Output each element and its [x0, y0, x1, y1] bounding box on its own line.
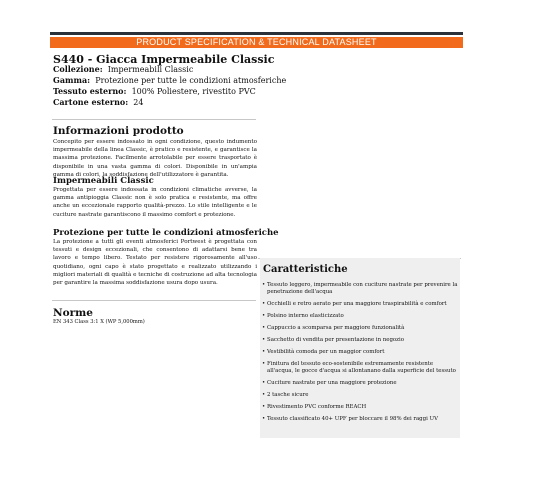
product-spec-list: [53, 64, 286, 108]
spec-value: Protezione per tutte le condizioni atmosferiche: [95, 76, 287, 85]
feature-item: • Rivestimento PVC conforme REACH: [262, 404, 367, 410]
info-heading: Informazioni prodotto: [53, 125, 184, 137]
spec-row-outer-carton: [53, 97, 286, 108]
spec-row-collection: [53, 64, 286, 75]
features-list: [260, 282, 458, 428]
features-heading: Caratteristiche: [263, 264, 348, 275]
spec-label: Cartone esterno:: [53, 97, 129, 107]
header-top-line: [50, 32, 463, 35]
info-text: Concepito per essere indossato in ogni condizione, questo indumento impermeabile della linea Classic, è pratico e resistente, e garantisce la massima protezione. Facilmente arrotolabile per essere trasportato è disponibile in una vasta gamma di colori. Disponibile in un'ampia gamma di colori, la soddisfazione dell'utilizzatore è garantita.: [53, 139, 257, 178]
bullet-icon: •: [262, 361, 266, 367]
bullet-icon: •: [262, 380, 266, 386]
feature-item: • Polsino interno elasticizzato: [262, 313, 344, 319]
spec-value: 100% Poliestere, rivestito PVC: [131, 87, 256, 96]
bullet-icon: •: [262, 313, 266, 319]
waterproof-text: Progettata per essere indossata in condizioni climatiche avverse, la gamma antipioggia Classic non è solo pratica e resistente, ma offre anche un eccezionale rapporto qualità-prezzo. Lo stile intelligente e le cuciture nastrate garantiscono il massimo comfort e protezione.: [53, 187, 257, 218]
bullet-icon: •: [262, 392, 266, 398]
feature-item: • Cappuccio a scomparsa per maggiore funzionalità: [262, 325, 405, 331]
feature-item: • Tessuto classificato 40+ UPF per bloccare il 98% dei raggi UV: [262, 416, 438, 422]
product-title: S440 - Giacca Impermeabile Classic: [53, 53, 275, 66]
standards-text: EN 343 Class 3:1 X (WP 5,000mm): [53, 319, 145, 325]
bullet-icon: •: [262, 349, 266, 355]
feature-item: • Occhielli e retro aerato per una maggiore traspirabilità e comfort: [262, 301, 447, 307]
datasheet-banner: PRODUCT SPECIFICATION & TECHNICAL DATASHEET: [50, 37, 463, 48]
bullet-icon: •: [262, 282, 266, 288]
bullet-icon: •: [262, 301, 266, 307]
feature-item: • Finitura del tessuto eco-sostenibile estremamente resistente all'acqua, le gocce d'acqua si allontanano dalla superficie del tessuto: [262, 361, 456, 374]
features-panel: [260, 258, 460, 438]
feature-item: • Tessuto leggero, impermeabile con cuciture nastrate per prevenire la penetrazione dell'acqua: [262, 282, 458, 295]
feature-item: • Vestibilità comoda per un maggior comfort: [262, 349, 385, 355]
spec-row-range: [53, 75, 286, 86]
feature-item: • Cuciture nastrate per una maggiore protezione: [262, 380, 397, 386]
section-divider: [52, 300, 256, 301]
spec-label: Collezione:: [53, 64, 103, 74]
waterproof-heading: Impermeabili Classic: [53, 176, 154, 186]
bullet-icon: •: [262, 404, 266, 410]
bullet-icon: •: [262, 337, 266, 343]
standards-heading: Norme: [53, 307, 93, 319]
protection-text: La protezione a tutti gli eventi atmosferici Portwest è progettata con tessuti e design eccezionali, che consentono di adattarsi bene tra lavoro e tempo libero. Testato per resistere rigorosamente all'uso quotidiano, ogni capo è stato progettato e realizzato utilizzando i migliori materiali di qualità e tecniche di costruzione ad alta tecnologia per garantire la massima soddisfazione usura dopo usura.: [53, 239, 257, 287]
bullet-icon: •: [262, 325, 266, 331]
spec-value: 24: [133, 98, 144, 107]
section-divider: [52, 119, 256, 120]
spec-row-outer-fabric: [53, 86, 286, 97]
bullet-icon: •: [262, 416, 266, 422]
feature-item: • Sacchetto di vendita per presentazione in negozio: [262, 337, 404, 343]
spec-label: Tessuto esterno:: [53, 86, 127, 96]
feature-item: • 2 tasche sicure: [262, 392, 309, 398]
spec-label: Gamma:: [53, 75, 91, 85]
protection-heading: Protezione per tutte le condizioni atmosferiche: [53, 228, 279, 238]
spec-value: Impermeabili Classic: [107, 65, 194, 74]
